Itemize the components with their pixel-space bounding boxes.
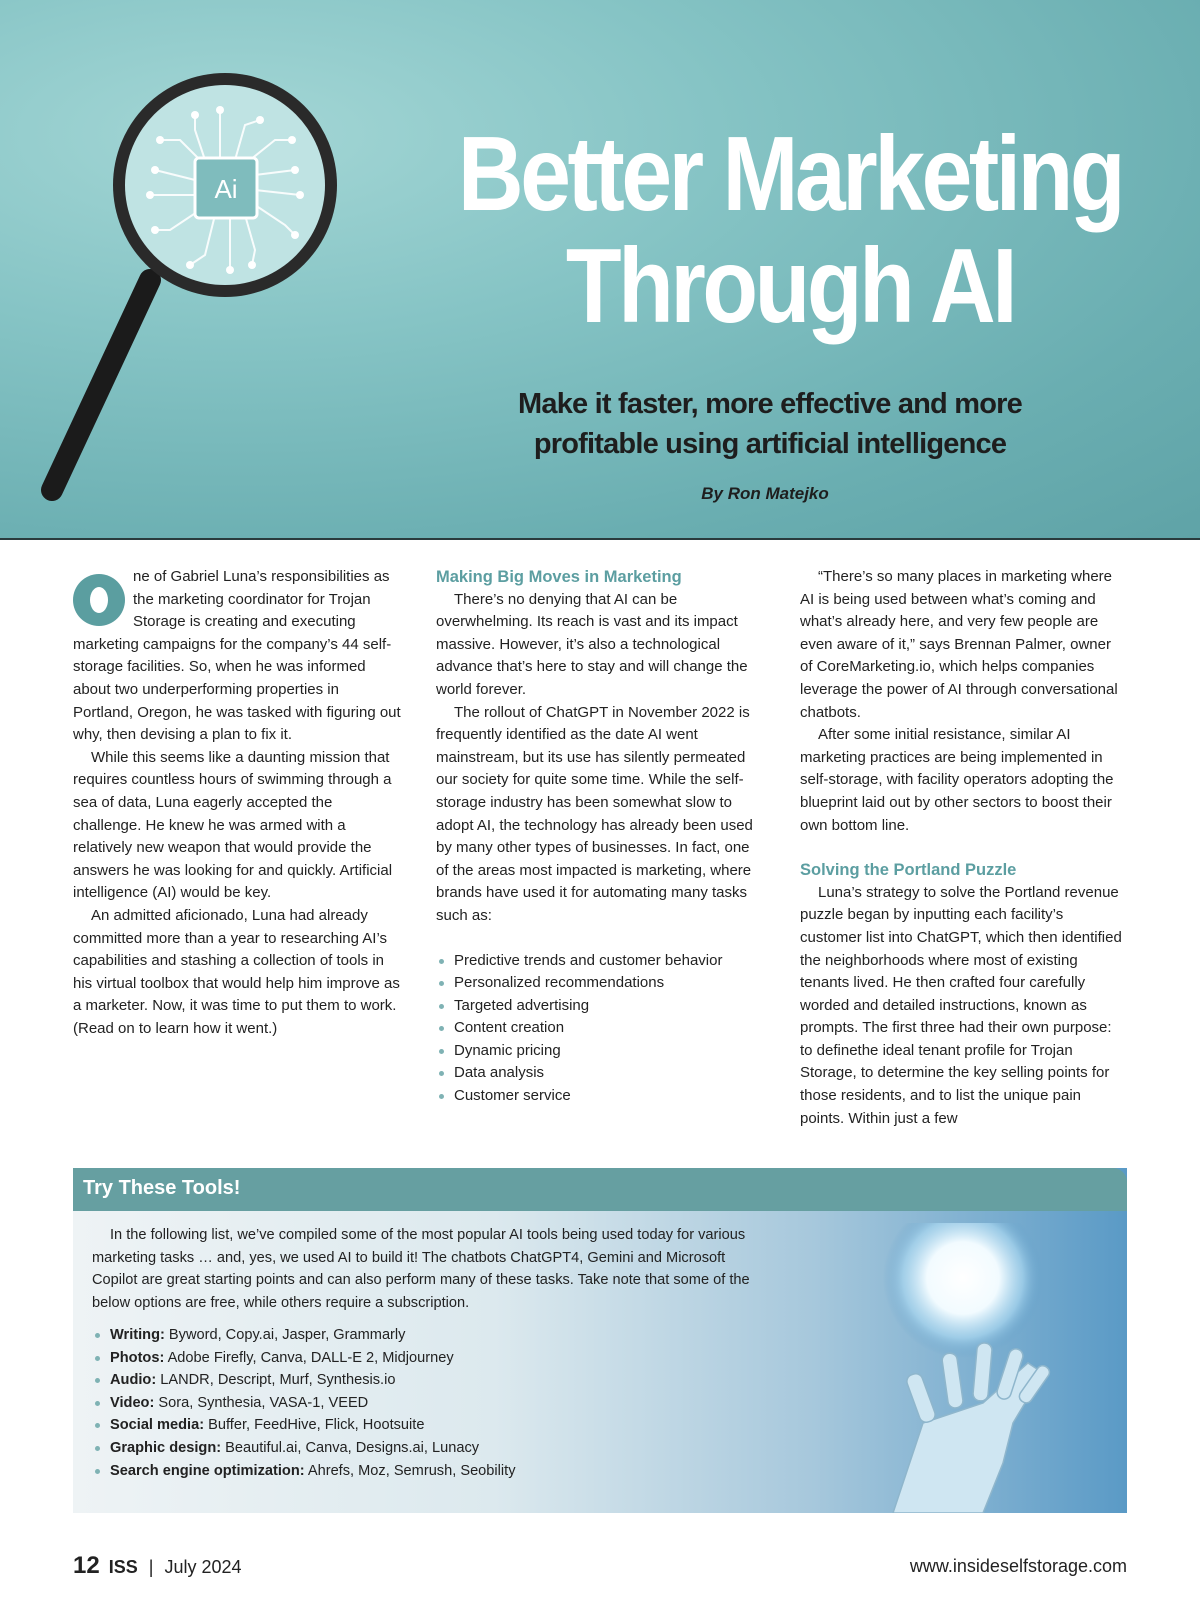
sidebar-header	[73, 1168, 1127, 1211]
tool-category: Audio:	[110, 1372, 157, 1389]
tools-list	[92, 1324, 516, 1482]
list-item: Data analysis	[436, 1062, 766, 1085]
tool-names: Sora, Synthesia, VASA-1, VEED	[154, 1394, 369, 1411]
byline: By Ron Matejko	[701, 484, 829, 503]
ai-chip-label: Ai	[214, 174, 238, 204]
list-item	[92, 1392, 516, 1415]
sidebar-title: Try These Tools!	[83, 1177, 241, 1199]
tool-category: Social media:	[110, 1417, 205, 1434]
article-title	[455, 115, 1126, 345]
website-url: www.insideselfstorage.com	[909, 1556, 1127, 1576]
list-item	[92, 1369, 516, 1392]
list-item	[92, 1414, 516, 1437]
column-1	[73, 566, 401, 1040]
paragraph: There’s no denying that AI can be overwhelming. Its reach is vast and its impact massive. However, it’s also a technological advance that’s here to stay and will change the world forever.	[436, 590, 748, 698]
list-item: Personalized recommendations	[436, 972, 766, 995]
article-title-line-2: Through AI	[565, 227, 1015, 345]
tool-names: Beautiful.ai, Canva, Designs.ai, Lunacy	[221, 1439, 480, 1456]
page-number: 12	[73, 1552, 100, 1579]
list-item: Customer service	[436, 1085, 766, 1108]
tool-names: Buffer, FeedHive, Flick, Hootsuite	[204, 1417, 425, 1434]
robot-hand-glowing-orb-image	[853, 1223, 1113, 1513]
list-item	[92, 1437, 516, 1460]
list-item: Content creation	[436, 1017, 766, 1040]
paragraph: An admitted aficionado, Luna had already committed more than a year to researching AI’s capabilities and stashing a collection of tools in his virtual toolbox that would help him improve as a marketer. Now, it was time to put them to work. (Read on to learn how it went.)	[73, 906, 400, 1037]
paragraph: ne of Gabriel Luna’s responsibilities as the marketing coordinator for Trojan Storage is creating and executing marketing campaigns for the company’s 44 self-storage facilities. So, when he was informed about two underperforming properties in Portland, Oregon, he was tasked with figuring out why, then devising a plan to fix it.	[73, 568, 401, 744]
article-subtitle	[470, 384, 1070, 464]
paragraph: The rollout of ChatGPT in November 2022 is frequently identified as the date AI went mainstream, but its use has silently permeated our society for quite some time. While the self-storage industry has been somewhat slow to adopt AI, the technology has already been used by many other types of businesses. In fact, one of the areas most impacted is marketing, where brands have used it for automating many tasks such as:	[436, 703, 753, 924]
list-item	[92, 1347, 516, 1370]
tool-category: Video:	[110, 1394, 155, 1411]
page-footer	[73, 1552, 1127, 1582]
paragraph: While this seems like a daunting mission that requires countless hours of swimming through a sea of data, Luna eagerly accepted the challenge. He knew he was armed with a relatively new weapon that would provide the answers he was looking for and quickly. Artificial intelligence (AI) would be key.	[73, 748, 393, 902]
list-item	[92, 1460, 516, 1483]
subtitle-line-1: Make it faster, more effective and more	[518, 388, 1022, 420]
list-item: Predictive trends and customer behavior	[436, 950, 766, 973]
paragraph: After some initial resistance, similar AI marketing practices are being implemented in self-storage, with facility operators adopting the blueprint laid out by other sectors to boost their own bottom line.	[800, 726, 1114, 834]
magnifying-glass-ai-chip-image	[30, 60, 360, 510]
subtitle-line-2: profitable using artificial intelligence	[533, 428, 1007, 460]
tool-category: Photos:	[110, 1349, 165, 1366]
paragraph: Luna’s strategy to solve the Portland revenue puzzle began by inputting each facility’s customer list into ChatGPT, which then identified the neighborhoods where most of existing tenants lived. He then crafted four carefully worded and detailed instructions, known as prompts. The first three had their own purpose: to definethe ideal tenant profile for Trojan Storage, to determine the key selling points for those residents, and to list the unique pain points. Within just a few	[800, 883, 1122, 1127]
sidebar-intro: In the following list, we’ve compiled some of the most popular AI tools being used today for various marketing tasks … and, yes, we used AI to build it! The chatbots ChatGPT4, Gemini and Microsoft Copilot are great starting points and can also perform many of these tasks. Take note that some of the below options are free, while others require a subscription.	[92, 1227, 750, 1311]
tool-category: Writing:	[110, 1327, 165, 1343]
tools-sidebar	[73, 1168, 1127, 1513]
marketing-tasks-list	[436, 950, 766, 1108]
list-item	[92, 1324, 516, 1347]
issue-date: July 2024	[164, 1557, 242, 1577]
hero-banner	[0, 0, 1200, 540]
tool-category: Search engine optimization:	[110, 1462, 305, 1479]
tool-names: Ahrefs, Moz, Semrush, Seobility	[304, 1462, 516, 1479]
footer-separator: |	[148, 1557, 154, 1577]
tool-names: LANDR, Descript, Murf, Synthesis.io	[156, 1372, 396, 1389]
tool-names: Adobe Firefly, Canva, DALL-E 2, Midjourney	[164, 1349, 454, 1366]
section-heading: Solving the Portland Puzzle	[800, 861, 1017, 880]
list-item: Targeted advertising	[436, 995, 766, 1018]
article-title-line-1: Better Marketing	[457, 115, 1123, 233]
list-item: Dynamic pricing	[436, 1040, 766, 1063]
tool-category: Graphic design:	[110, 1439, 222, 1456]
column-2	[436, 566, 766, 1108]
section-heading: Making Big Moves in Marketing	[436, 568, 682, 586]
column-3	[800, 566, 1125, 1130]
drop-cap-o	[73, 566, 129, 632]
magazine-name: ISS	[108, 1557, 138, 1577]
tool-names: Byword, Copy.ai, Jasper, Grammarly	[164, 1327, 406, 1343]
paragraph: “There’s so many places in marketing where AI is being used between what’s coming and what’s already here, and very few people are even aware of it,” says Brennan Palmer, owner of CoreMarketing.io, which helps companies leverage the power of AI through conversational chatbots.	[800, 568, 1118, 721]
